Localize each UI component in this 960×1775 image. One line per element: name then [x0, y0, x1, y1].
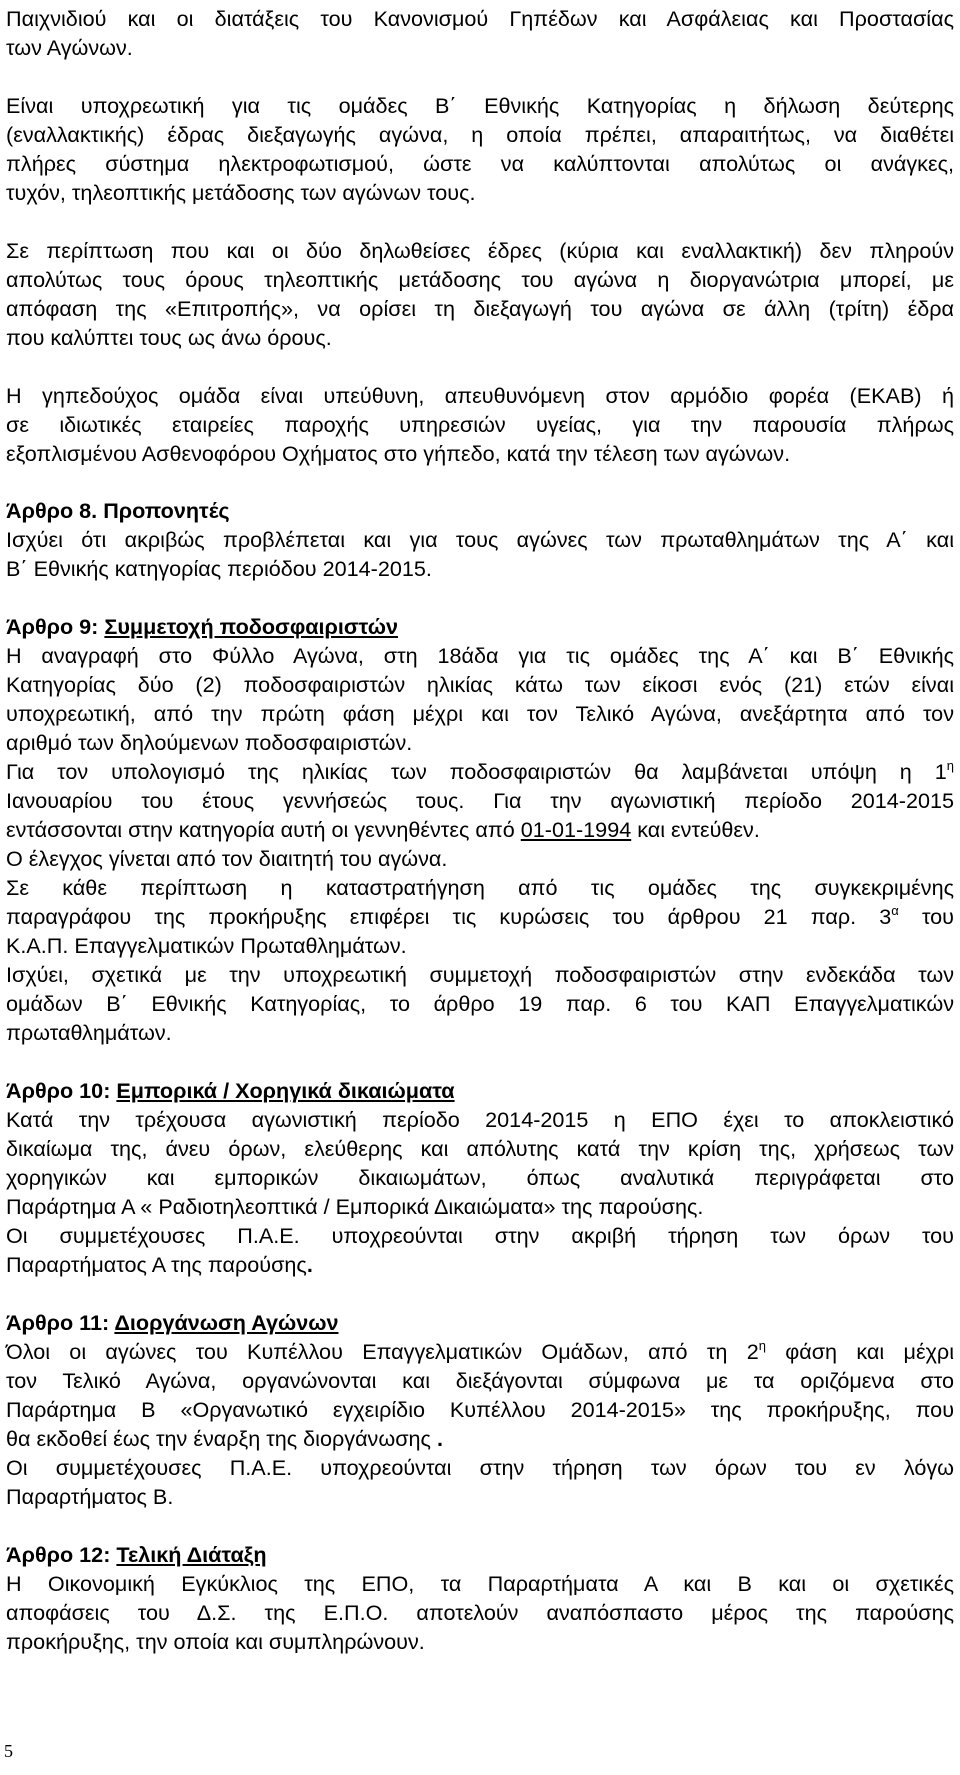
article11-text-6: Παραρτήματος Β.	[6, 1484, 174, 1509]
article9-line-2	[6, 670, 954, 700]
article12-text-1: Η Οικονομική Εγκύκλιος της ΕΠΟ, τα Παραρτήματα Α και Β και οι σχετικές	[6, 1571, 954, 1596]
para3-text-1: Η γηπεδούχος ομάδα είναι υπεύθυνη, απευθυνόμενη στον αρμόδιο φορέα (ΕΚΑΒ) ή	[6, 383, 954, 408]
para1-line-4	[6, 178, 954, 208]
article11-text-1: Όλοι οι αγώνες του Κυπέλλου Επαγγελματικών Ομάδων, από τη 2	[6, 1339, 759, 1364]
para1-line-3	[6, 149, 954, 179]
article12-text-2: αποφάσεις του Δ.Σ. της Ε.Π.Ο. αποτελούν αναπόσπαστο μέρος της παρούσης	[6, 1600, 954, 1625]
para1-text-1: Είναι υποχρεωτική για τις ομάδες Β΄ Εθνικής Κατηγορίας η δήλωση δεύτερης	[6, 93, 954, 118]
article8-text-2: Β΄ Εθνικής κατηγορίας περιόδου 2014-2015.	[6, 556, 432, 581]
article9-date: 01-01-1994	[520, 817, 632, 842]
article8-line-2	[6, 554, 954, 584]
article11-line-5	[6, 1453, 954, 1483]
article12-line-1	[6, 1569, 954, 1599]
para1-text-3: πλήρες σύστημα ηλεκτροφωτισμού, ώστε να καλύπτονται απολύτως οι ανάγκες,	[6, 151, 954, 176]
article10-text-1: Κατά την τρέχουσα αγωνιστική περίοδο 2014-2015 η ΕΠΟ έχει το αποκλειστικό	[6, 1107, 954, 1132]
article9-text-10-end: του	[898, 904, 954, 929]
article11-heading	[6, 1308, 954, 1338]
article9-line-10	[6, 902, 954, 932]
article9-line-1	[6, 641, 954, 671]
para1-text-2: (εναλλακτικής) έδρας διεξαγωγής αγώνα, η οποία πρέπει, απαραιτήτως, να διαθέτει	[6, 122, 954, 147]
article9-text-9: Σε κάθε περίπτωση η καταστρατήγηση από τις ομάδες της συγκεκριμένης	[6, 875, 954, 900]
article9-text-10: παραγράφου της προκήρυξης επιφέρει τις κυρώσεις του άρθρου 21 παρ. 3	[6, 904, 892, 929]
article9-title: Συμμετοχή ποδοσφαιριστών	[104, 614, 398, 639]
article9-line-12	[6, 960, 954, 990]
article9-line-6	[6, 786, 954, 816]
intro-line-2-text: των Αγώνων.	[6, 35, 133, 60]
article9-line-3	[6, 699, 954, 729]
para2-text-1: Σε περίπτωση που και οι δύο δηλωθείσες έδρες (κύρια και εναλλακτική) δεν πληρούν	[6, 238, 954, 263]
article10-text-4: Παράρτημα Α « Ραδιοτηλεοπτικά / Εμπορικά Δικαιώματα» της παρούσης.	[6, 1194, 704, 1219]
article9-text-5: Για τον υπολογισμό της ηλικίας των ποδοσφαιριστών θα λαμβάνεται υπόψη η 1	[6, 759, 947, 784]
article10-line-2	[6, 1134, 954, 1164]
article9-text-2: Κατηγορίας δύο (2) ποδοσφαιριστών ηλικίας κάτω των είκοσι ενός (21) ετών είναι	[6, 672, 954, 697]
article10-text-6a: Παραρτήματος Α της παρούσης	[6, 1252, 307, 1277]
article9-text-3: υποχρεωτική, από την πρώτη φάση μέχρι και τον Τελικό Αγώνα, ανεξάρτητα από τον	[6, 701, 954, 726]
article12-title: Τελική Διάταξη	[116, 1542, 267, 1567]
article9-heading	[6, 612, 954, 642]
para2-line-4	[6, 323, 954, 353]
article8-heading	[6, 496, 954, 526]
article9-line-7	[6, 815, 954, 845]
article10-line-4	[6, 1192, 954, 1222]
article11-text-2: τον Τελικό Αγώνα, οργανώνονται και διεξάγονται σύμφωνα με τα οριζόμενα στο	[6, 1368, 954, 1393]
article9-text-12: Ισχύει, σχετικά με την υποχρεωτική συμμετοχή ποδοσφαιριστών στην ενδεκάδα των	[6, 962, 954, 987]
article10-heading	[6, 1076, 954, 1106]
article12-heading	[6, 1540, 954, 1570]
article9-number: Άρθρο 9:	[6, 614, 99, 639]
article9-line-5	[6, 757, 954, 787]
article10-text-3: χορηγικών και εμπορικών δικαιωμάτων, όπως αναλυτικά περιγράφεται στο	[6, 1165, 954, 1190]
article9-text-7b: και εντεύθεν.	[631, 817, 760, 842]
article9-text-6: Ιανουαρίου του έτους γεννήσεώς τους. Για την αγωνιστική περίοδο 2014-2015	[6, 788, 954, 813]
article9-text-7a: εντάσσονται στην κατηγορία αυτή οι γεννηθέντες από	[6, 817, 521, 842]
article9-line-9	[6, 873, 954, 903]
article11-line-4	[6, 1424, 954, 1454]
article11-text-5: Οι συμμετέχουσες Π.Α.Ε. υποχρεούνται στην τήρηση των όρων του εν λόγω	[6, 1455, 954, 1480]
page-number: 5	[4, 1741, 13, 1761]
intro-line-2	[6, 33, 954, 63]
article11-text-1-end: φάση και μέχρι	[765, 1339, 954, 1364]
para3-line-3	[6, 439, 954, 469]
article9-sup-10: α	[891, 903, 899, 918]
article9-text-11: Κ.Α.Π. Επαγγελματικών Πρωταθλημάτων.	[6, 933, 407, 958]
article11-line-3	[6, 1395, 954, 1425]
article12-text-3: προκήρυξης, την οποία και συμπληρώνουν.	[6, 1629, 425, 1654]
para2-line-1	[6, 236, 954, 266]
para2-line-2	[6, 265, 954, 295]
article10-line-5	[6, 1221, 954, 1251]
article8-text-1: Ισχύει ότι ακριβώς προβλέπεται και για τους αγώνες των πρωταθλημάτων της Α΄ και	[6, 527, 954, 552]
para3-line-1	[6, 381, 954, 411]
article11-text-4a: θα εκδοθεί έως την έναρξη της διοργάνωσης	[6, 1426, 431, 1451]
article10-number: Άρθρο 10:	[6, 1078, 111, 1103]
article9-line-14	[6, 1018, 954, 1048]
article10-text-6b: .	[306, 1252, 313, 1277]
para1-text-4: τυχόν, τηλεοπτικής μετάδοσης των αγώνων τους.	[6, 180, 476, 205]
article10-text-5: Οι συμμετέχουσες Π.Α.Ε. υποχρεούνται στην ακριβή τήρηση των όρων του	[6, 1223, 954, 1248]
article9-text-8: Ο έλεγχος γίνεται από τον διαιτητή του αγώνα.	[6, 846, 448, 871]
article9-text-14: πρωταθλημάτων.	[6, 1020, 172, 1045]
para2-text-2: απολύτως τους όρους τηλεοπτικής μετάδοσης του αγώνα η διοργανώτρια μπορεί, με	[6, 267, 954, 292]
article11-number: Άρθρο 11:	[6, 1310, 110, 1335]
article11-line-6	[6, 1482, 954, 1512]
para2-text-4: που καλύπτει τους ως άνω όρους.	[6, 325, 332, 350]
article12-line-2	[6, 1598, 954, 1628]
intro-line-1-text: Παιχνιδιού και οι διατάξεις του Κανονισμού Γηπέδων και Ασφάλειας και Προστασίας	[6, 6, 954, 31]
article11-line-1	[6, 1337, 954, 1367]
article9-line-4	[6, 728, 954, 758]
para2-line-3	[6, 294, 954, 324]
article8-title: Προπονητές	[103, 498, 230, 523]
para2-text-3: απόφαση της «Επιτροπής», να ορίσει τη διεξαγωγή του αγώνα σε άλλη (τρίτη) έδρα	[6, 296, 954, 321]
article11-sup-1: η	[758, 1338, 766, 1353]
para3-text-2: σε ιδιωτικές εταιρείες παροχής υπηρεσιών υγείας, για την παρουσία πλήρως	[6, 412, 954, 437]
article9-line-11	[6, 931, 954, 961]
para1-line-2	[6, 120, 954, 150]
article10-line-6	[6, 1250, 954, 1280]
para3-text-3: εξοπλισμένου Ασθενοφόρου Οχήματος στο γήπεδο, κατά την τέλεση των αγώνων.	[6, 441, 791, 466]
article10-text-2: δικαίωμα της, άνευ όρων, ελεύθερης και απόλυτης κατά την κρίση της, χρήσεως των	[6, 1136, 954, 1161]
article12-number: Άρθρο 12:	[6, 1542, 111, 1567]
para3-line-2	[6, 410, 954, 440]
article10-line-3	[6, 1163, 954, 1193]
article12-line-3	[6, 1627, 954, 1657]
para1-line-1	[6, 91, 954, 121]
article9-text-13: ομάδων Β΄ Εθνικής Κατηγορίας, το άρθρο 19 παρ. 6 του ΚΑΠ Επαγγελματικών	[6, 991, 954, 1016]
article9-line-13	[6, 989, 954, 1019]
article11-title: Διοργάνωση Αγώνων	[114, 1310, 339, 1335]
article10-line-1	[6, 1105, 954, 1135]
article11-text-3: Παράρτημα Β «Οργανωτικό εγχειρίδιο Κυπέλλου 2014-2015» της προκήρυξης, που	[6, 1397, 954, 1422]
article11-text-4b: .	[430, 1426, 443, 1451]
article9-text-4: αριθμό των δηλούμενων ποδοσφαιριστών.	[6, 730, 413, 755]
article10-title: Εμπορικά / Χορηγικά δικαιώματα	[116, 1078, 455, 1103]
article9-text-1: Η αναγραφή στο Φύλλο Αγώνα, στη 18άδα για τις ομάδες της Α΄ και Β΄ Εθνικής	[6, 643, 954, 668]
article8-number: Άρθρο 8.	[6, 498, 98, 523]
article8-line-1	[6, 525, 954, 555]
article11-line-2	[6, 1366, 954, 1396]
intro-line-1	[6, 4, 954, 34]
article9-line-8	[6, 844, 954, 874]
article9-sup-5: η	[946, 758, 954, 773]
